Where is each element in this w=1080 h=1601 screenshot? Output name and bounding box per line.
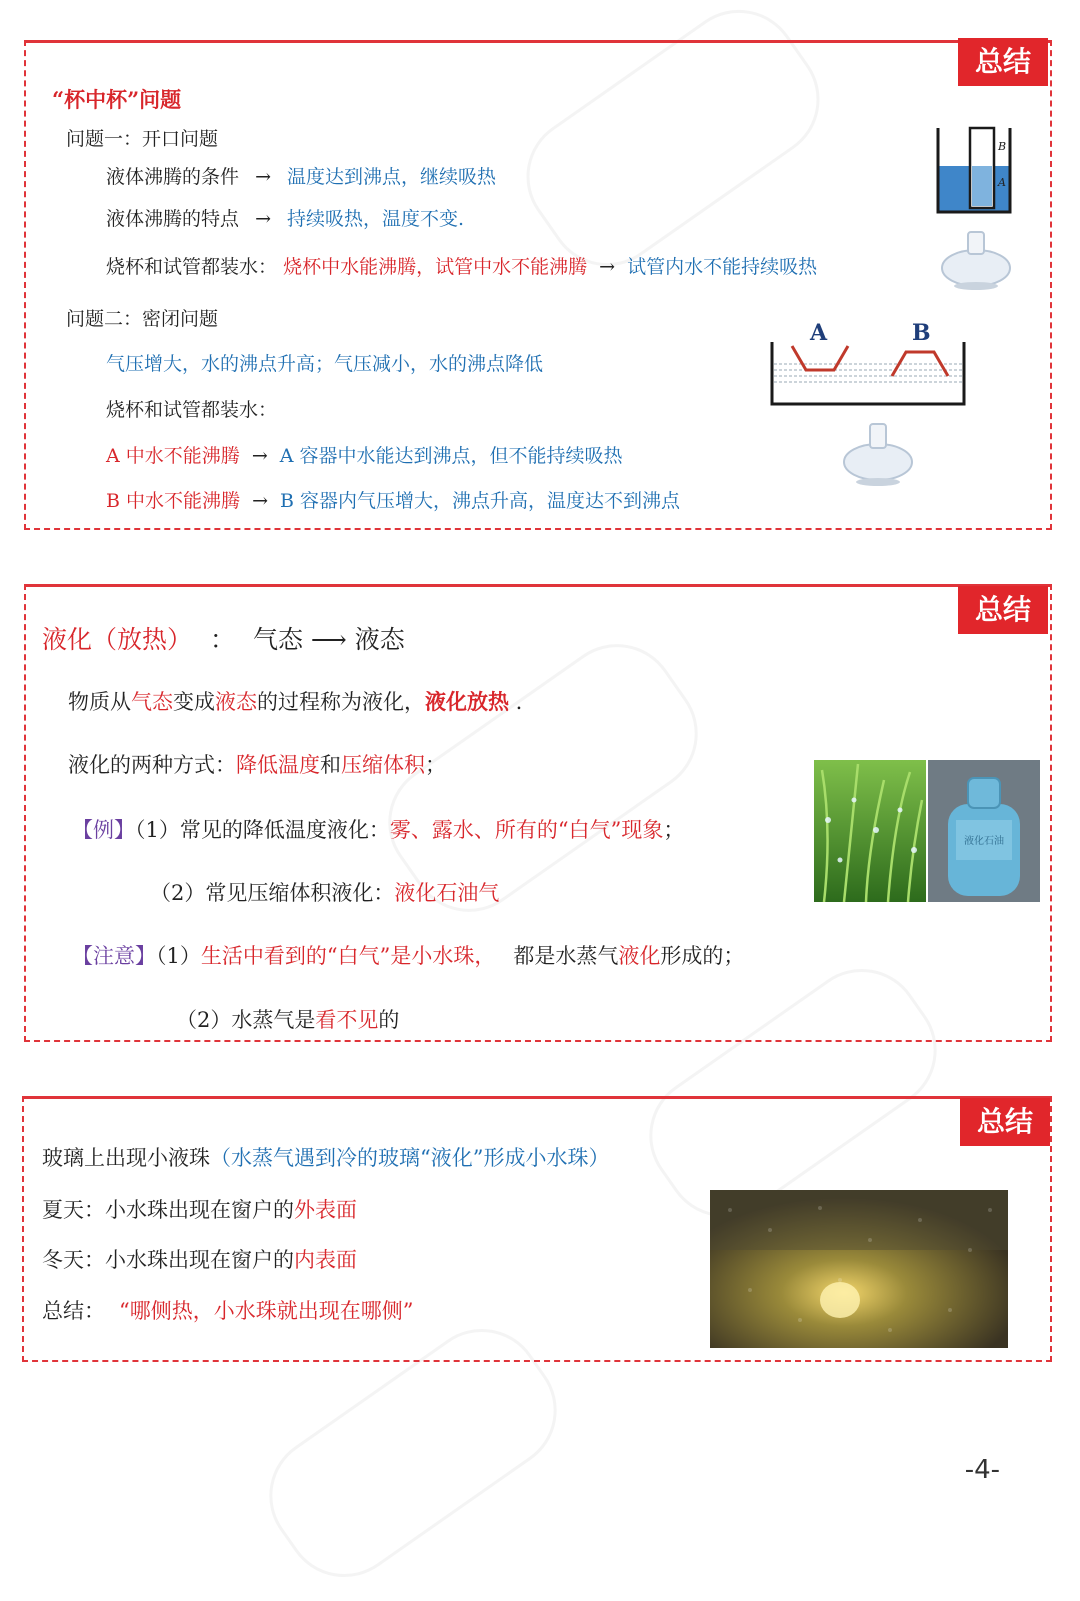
droplets-line bbox=[42, 1142, 609, 1172]
question-one-heading: 问题一：开口问题 bbox=[66, 128, 219, 150]
case-b-blue: B 容器内气压增大，沸点升高，温度达不到沸点 bbox=[280, 490, 681, 512]
label-a: A bbox=[998, 176, 1006, 189]
text: （2）常见压缩体积液化： bbox=[150, 881, 395, 905]
row-blue: 试管内水不能持续吸热 bbox=[627, 256, 818, 278]
text: . bbox=[509, 690, 523, 714]
gas-tank-photo bbox=[928, 760, 1040, 902]
case-b-red: B 中水不能沸腾 bbox=[106, 490, 241, 512]
case-b-row bbox=[106, 486, 680, 513]
text: ； bbox=[425, 753, 446, 777]
summary-tag: 总结 bbox=[958, 586, 1048, 634]
arrow: → bbox=[255, 208, 271, 230]
arrow: → bbox=[251, 445, 268, 467]
summary-panel-cup-in-cup bbox=[24, 40, 1052, 530]
text: 形成的； bbox=[660, 944, 745, 968]
arrow: ⟶ bbox=[310, 625, 347, 654]
text: 变成 bbox=[173, 690, 215, 714]
text-red: 液态 bbox=[215, 690, 257, 714]
text-red: 液化放热 bbox=[425, 689, 509, 714]
closed-containers-figure bbox=[768, 318, 968, 412]
title-red: 液化（放热） bbox=[42, 625, 193, 654]
text: 冬天：小水珠出现在窗户的 bbox=[42, 1248, 294, 1272]
case-a-blue: A 容器中水能达到沸点，但不能持续吸热 bbox=[279, 445, 623, 467]
beaker-tube-label: 烧杯和试管都装水： bbox=[106, 399, 278, 421]
summary-tag: 总结 bbox=[958, 38, 1048, 86]
beaker-tube-row bbox=[106, 252, 817, 279]
text: 的 bbox=[378, 1008, 400, 1032]
row-label: 液体沸腾的条件 bbox=[106, 166, 240, 188]
panel-title: “杯中杯”问题 bbox=[52, 87, 182, 112]
title-colon: ： bbox=[209, 625, 235, 654]
window-condensation-photo bbox=[710, 1190, 1008, 1348]
text-red: 看不见 bbox=[315, 1008, 379, 1032]
container-b-label: B bbox=[912, 320, 931, 346]
text: （1）常见的降低温度液化： bbox=[135, 818, 390, 842]
text-red: 生活中看到的“白气”是小水珠， bbox=[200, 944, 496, 968]
text: （2）水蒸气是 bbox=[176, 1008, 316, 1032]
text: 物质从 bbox=[68, 690, 131, 714]
question-two-heading: 问题二：密闭问题 bbox=[66, 308, 219, 330]
summary-panel-liquefaction bbox=[24, 584, 1052, 1042]
text: 夏天：小水珠出现在窗户的 bbox=[42, 1198, 294, 1222]
text: 都是水蒸气 bbox=[513, 944, 619, 968]
note-line-1 bbox=[72, 940, 744, 970]
text-red: 内表面 bbox=[294, 1248, 357, 1272]
text: （1） bbox=[156, 944, 201, 968]
container-a-label: A bbox=[810, 320, 828, 346]
panel-title bbox=[42, 620, 405, 656]
text-red: 压缩体积 bbox=[341, 753, 425, 777]
text-red: 液化 bbox=[618, 944, 661, 968]
summary-tag: 总结 bbox=[960, 1098, 1050, 1146]
pressure-rule: 气压增大，水的沸点升高；气压减小，水的沸点降低 bbox=[106, 353, 544, 375]
case-a-red: A 中水不能沸腾 bbox=[106, 445, 240, 467]
text-red: 液化石油气 bbox=[394, 881, 500, 905]
methods-line bbox=[68, 749, 446, 779]
example-tag: 【例】 bbox=[72, 818, 135, 842]
row-label: 液体沸腾的特点 bbox=[106, 208, 240, 230]
row-label: 烧杯和试管都装水： bbox=[106, 256, 278, 278]
text: ； bbox=[663, 818, 685, 842]
row-red: 烧杯中水能沸腾，试管中水不能沸腾 bbox=[283, 256, 588, 278]
definition-line bbox=[68, 686, 522, 716]
arrow: → bbox=[255, 166, 271, 188]
summary-panel-window-droplets bbox=[22, 1096, 1052, 1362]
title-from: 气态 bbox=[252, 625, 303, 654]
tank-label: 液化石油 bbox=[964, 836, 1004, 847]
text: 的过程称为液化， bbox=[257, 690, 425, 714]
case-a-row bbox=[106, 441, 623, 468]
beaker-test-tube-figure bbox=[934, 124, 1034, 222]
text: 玻璃上出现小液珠 bbox=[42, 1146, 210, 1170]
label-b: B bbox=[998, 140, 1007, 153]
summer-line bbox=[42, 1194, 357, 1224]
note-line-2 bbox=[176, 1004, 399, 1034]
text: 和 bbox=[320, 753, 341, 777]
text-red: 雾、露水、所有的“白气”现象 bbox=[389, 818, 664, 842]
row-value: 持续吸热，温度不变. bbox=[287, 208, 465, 230]
example-line-2 bbox=[150, 877, 499, 907]
page-number: -4- bbox=[964, 1455, 1000, 1485]
text-red: “哪侧热，小水珠就出现在哪侧” bbox=[119, 1299, 414, 1323]
winter-line bbox=[42, 1244, 357, 1274]
alcohol-burner-icon bbox=[838, 416, 918, 490]
row-value: 温度达到沸点，继续吸热 bbox=[287, 166, 497, 188]
text-red: 外表面 bbox=[294, 1198, 357, 1222]
arrow: → bbox=[252, 490, 268, 512]
boiling-condition-row bbox=[106, 162, 496, 189]
text: 液化的两种方式： bbox=[68, 753, 236, 777]
alcohol-burner-icon bbox=[936, 224, 1016, 294]
dew-on-grass-photo bbox=[814, 760, 926, 902]
arrow: → bbox=[599, 256, 616, 278]
example-line-1 bbox=[72, 814, 684, 844]
boiling-feature-row bbox=[106, 204, 464, 231]
title-to: 液态 bbox=[354, 625, 405, 654]
note-tag: 【注意】 bbox=[72, 944, 156, 968]
text-red: 降低温度 bbox=[236, 753, 320, 777]
text-blue: （水蒸气遇到冷的玻璃“液化”形成小水珠） bbox=[210, 1146, 610, 1170]
summary-line bbox=[42, 1295, 413, 1325]
text-red: 气态 bbox=[131, 690, 173, 714]
text: 总结： bbox=[42, 1299, 105, 1323]
